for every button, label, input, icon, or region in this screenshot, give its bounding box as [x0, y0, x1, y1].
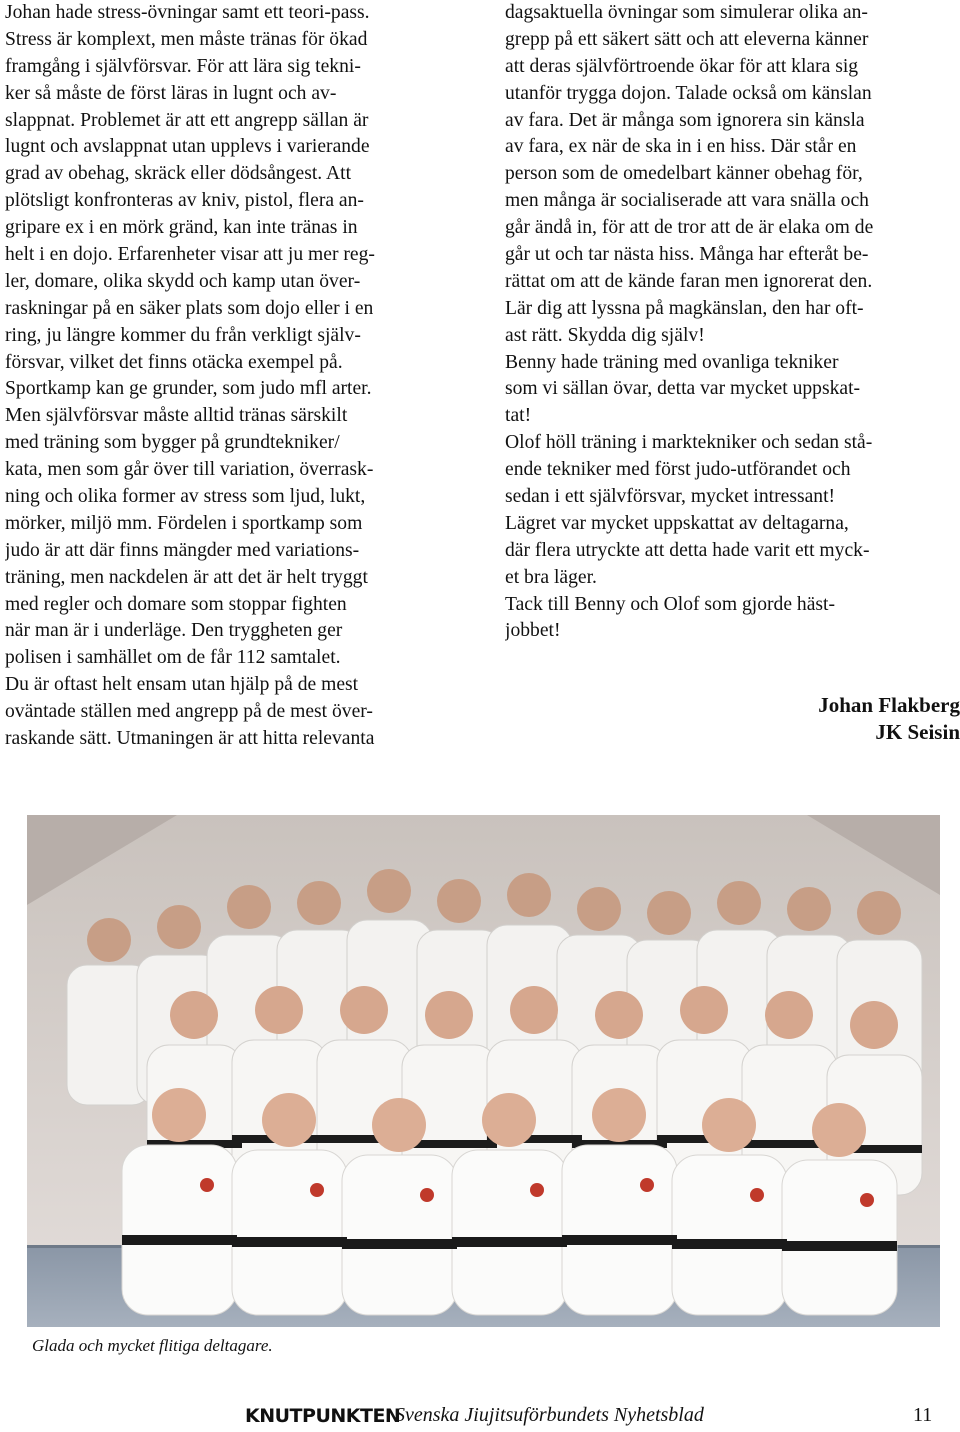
- text-line: där flera utryckte att detta hade varit ett myck-: [505, 539, 870, 561]
- text-line: kata, men som går över till variation, överrask-: [5, 459, 374, 481]
- text-line: försvar, vilket det finns otäcka exempel på.: [5, 351, 343, 373]
- signature-name: Johan Flakberg: [818, 693, 960, 717]
- text-line: dagsaktuella övningar som simulerar olika an-: [505, 2, 868, 23]
- article-right-column: [505, 0, 960, 645]
- text-line: ast rätt. Skydda dig själv!: [505, 324, 705, 346]
- signature-club: JK Seisin: [875, 720, 960, 744]
- text-line: Du är oftast helt ensam utan hjälp på de mest: [5, 674, 359, 696]
- text-line: ning och olika former av stress som ljud, lukt,: [5, 486, 366, 508]
- text-line: ker så måste de först läras in lugnt och av-: [5, 82, 337, 104]
- text-line: et bra läger.: [505, 566, 597, 588]
- newsletter-subtitle: Svenska Jiujitsuförbundets Nyhetsblad: [395, 1404, 704, 1426]
- text-line: som vi sällan övar, detta var mycket uppskat-: [505, 378, 861, 400]
- text-line: när man är i underläge. Den tryggheten ger: [5, 620, 343, 642]
- text-line: mörker, miljö mm. Fördelen i sportkamp som: [5, 512, 363, 534]
- text-line: av fara. Det är många som ignorera sin känsla: [505, 109, 865, 131]
- text-line: grad av obehag, skräck eller dödsångest. Att: [5, 163, 352, 185]
- text-line: Men självförsvar måste alltid tränas särskilt: [5, 405, 348, 427]
- text-line: oväntade ställen med angrepp på de mest över-: [5, 701, 373, 723]
- text-line: person som de omedelbart känner obehag för,: [505, 163, 863, 185]
- text-line: plötsligt konfronteras av kniv, pistol, flera an-: [5, 190, 364, 212]
- text-line: att deras självförtroende ökar för att klara sig: [505, 55, 859, 77]
- text-line: träning, men nackdelen är att det är helt tryggt: [5, 566, 368, 588]
- text-line: sedan i ett självförsvar, mycket intressant!: [505, 486, 836, 508]
- text-line: Sportkamp kan ge grunder, som judo mfl arter.: [5, 378, 372, 400]
- text-line: med träning som bygger på grundtekniker/: [5, 432, 340, 454]
- text-line: slappnat. Problemet är att ett angrepp sällan är: [5, 109, 369, 131]
- group-photo: [27, 815, 940, 1327]
- text-line: Stress är komplext, men måste tränas för ökad: [5, 28, 368, 50]
- text-line: judo är att där finns mängder med variations-: [5, 539, 360, 561]
- group-photo-illustration: [27, 815, 940, 1327]
- newsletter-brand: KNUTPUNKTEN: [245, 1405, 401, 1427]
- text-line: framgång i självförsvar. För att lära sig tekni-: [5, 55, 361, 77]
- text-line: Lägret var mycket uppskattat av deltagarna,: [505, 512, 849, 534]
- text-line: går ändå in, för att de tror att de är elaka om de: [505, 217, 874, 239]
- text-line: raskningar på en säker plats som dojo eller i en: [5, 297, 374, 319]
- text-line: utanför trygga dojon. Talade också om känslan: [505, 82, 872, 104]
- text-line: Johan hade stress-övningar samt ett teori-pass.: [5, 2, 370, 23]
- page-footer: [0, 1402, 960, 1432]
- text-line: tat!: [505, 405, 532, 427]
- text-line: polisen i samhället om de får 112 samtalet.: [5, 647, 341, 669]
- text-line: Tack till Benny och Olof som gjorde häst-: [505, 593, 836, 615]
- text-line: gripare ex i en mörk gränd, kan inte tränas in: [5, 217, 358, 239]
- photo-caption: Glada och mycket flitiga deltagare.: [32, 1336, 273, 1355]
- text-line: Olof höll träning i marktekniker och sedan stå-: [505, 432, 873, 454]
- text-line: lugnt och avslappnat utan upplevs i varierande: [5, 136, 370, 158]
- text-line: rättat om att de kände faran men ignorerat den.: [505, 270, 873, 292]
- text-line: går ut och tar nästa hiss. Många har efteråt be-: [505, 244, 869, 266]
- text-line: helt i en dojo. Erfarenheter visar att ju mer reg-: [5, 244, 375, 266]
- text-line: jobbet!: [505, 620, 561, 642]
- text-line: raskande sätt. Utmaningen är att hitta relevanta: [5, 728, 375, 750]
- text-line: av fara, ex när de ska in i en hiss. Där står en: [505, 136, 857, 158]
- text-line: ende tekniker med först judo-utförandet och: [505, 459, 851, 481]
- text-line: grepp på ett säkert sätt och att eleverna känner: [505, 28, 869, 50]
- page-number: 11: [913, 1404, 933, 1426]
- text-line: Lär dig att lyssna på magkänslan, den har oft-: [505, 297, 864, 319]
- text-line: ring, ju längre kommer du från verkligt själv-: [5, 324, 361, 346]
- article-left-column: [5, 0, 460, 753]
- text-line: Benny hade träning med ovanliga tekniker: [505, 351, 839, 373]
- text-line: ler, domare, olika skydd och kamp utan över-: [5, 270, 361, 292]
- text-line: men många är socialiserade att vara snälla och: [505, 190, 869, 212]
- text-line: med regler och domare som stoppar fighten: [5, 593, 347, 615]
